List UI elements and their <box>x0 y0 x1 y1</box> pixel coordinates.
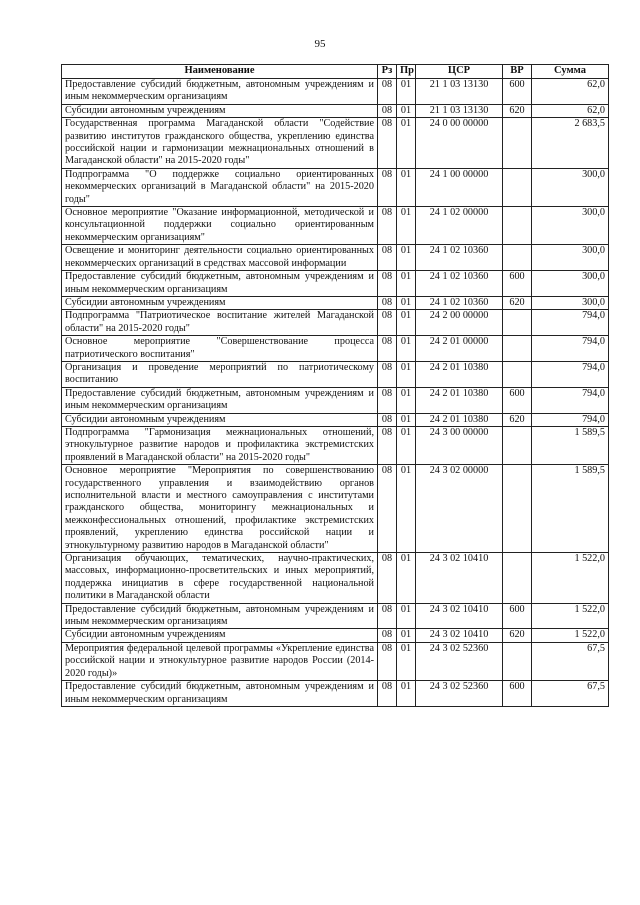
table-row <box>62 603 609 629</box>
cell-sum: 794,0 <box>532 413 609 426</box>
cell-csr: 24 1 02 10360 <box>416 271 503 297</box>
header-rz: Рз <box>378 65 397 79</box>
cell-rz: 08 <box>378 245 397 271</box>
cell-csr: 24 3 00 00000 <box>416 426 503 464</box>
cell-vr: 600 <box>503 681 532 707</box>
table-row <box>62 387 609 413</box>
cell-vr: 620 <box>503 296 532 309</box>
cell-vr <box>503 118 532 169</box>
cell-name: Предоставление субсидий бюджетным, автономным учреждениям и иным некоммерческим организациям <box>62 603 378 629</box>
table-row <box>62 465 609 553</box>
cell-pr: 01 <box>397 245 416 271</box>
cell-csr: 24 1 02 00000 <box>416 207 503 245</box>
cell-rz: 08 <box>378 426 397 464</box>
cell-rz: 08 <box>378 118 397 169</box>
cell-sum: 794,0 <box>532 310 609 336</box>
cell-sum: 2 683,5 <box>532 118 609 169</box>
cell-rz: 08 <box>378 361 397 387</box>
cell-sum: 1 522,0 <box>532 603 609 629</box>
cell-rz: 08 <box>378 168 397 206</box>
cell-name: Основное мероприятие "Мероприятия по совершенствованию государственного управления и взаимодействию органов исполнительной власти и местного самоуправления с институтами гражданского общества, мониторингу межнациональных и межконфессиональных отношений, профилактике экстремистских проявлений, укреплению единства российской нации и этнокультурному развитию народов в Магаданской области" <box>62 465 378 553</box>
table-row <box>62 245 609 271</box>
cell-vr: 620 <box>503 629 532 642</box>
page-number: 95 <box>314 38 326 50</box>
table-row <box>62 413 609 426</box>
cell-name: Субсидии автономным учреждениям <box>62 629 378 642</box>
cell-vr: 600 <box>503 387 532 413</box>
table-header-row <box>62 65 609 79</box>
cell-sum: 1 522,0 <box>532 553 609 604</box>
table-row <box>62 79 609 105</box>
cell-vr: 600 <box>503 79 532 105</box>
cell-csr: 24 3 02 00000 <box>416 465 503 553</box>
cell-rz: 08 <box>378 413 397 426</box>
cell-vr <box>503 553 532 604</box>
cell-vr <box>503 642 532 680</box>
cell-csr: 24 3 02 10410 <box>416 553 503 604</box>
cell-pr: 01 <box>397 681 416 707</box>
cell-csr: 21 1 03 13130 <box>416 104 503 117</box>
table-row <box>62 310 609 336</box>
cell-name: Подпрограмма "О поддержке социально ориентированных некоммерческих организаций в Магаданской области" на 2015-2020 годы" <box>62 168 378 206</box>
cell-csr: 24 2 01 10380 <box>416 413 503 426</box>
cell-rz: 08 <box>378 465 397 553</box>
cell-csr: 24 1 02 10360 <box>416 245 503 271</box>
cell-pr: 01 <box>397 642 416 680</box>
cell-rz: 08 <box>378 603 397 629</box>
cell-vr: 600 <box>503 603 532 629</box>
cell-pr: 01 <box>397 629 416 642</box>
cell-name: Мероприятия федеральной целевой программы «Укрепление единства российской нации и этнокультурное развитие народов России (2014-2020 годы)» <box>62 642 378 680</box>
cell-csr: 24 2 00 00000 <box>416 310 503 336</box>
cell-csr: 24 1 02 10360 <box>416 296 503 309</box>
cell-pr: 01 <box>397 79 416 105</box>
table-row <box>62 336 609 362</box>
header-vr: ВР <box>503 65 532 79</box>
cell-name: Предоставление субсидий бюджетным, автономным учреждениям и иным некоммерческим организациям <box>62 387 378 413</box>
cell-vr <box>503 361 532 387</box>
cell-pr: 01 <box>397 553 416 604</box>
cell-rz: 08 <box>378 104 397 117</box>
cell-pr: 01 <box>397 603 416 629</box>
cell-pr: 01 <box>397 361 416 387</box>
cell-name: Освещение и мониторинг деятельности социально ориентированных некоммерческих организаций в средствах массовой информации <box>62 245 378 271</box>
cell-csr: 24 3 02 52360 <box>416 681 503 707</box>
cell-sum: 794,0 <box>532 361 609 387</box>
table-row <box>62 681 609 707</box>
budget-table <box>61 64 609 707</box>
table-row <box>62 118 609 169</box>
cell-pr: 01 <box>397 118 416 169</box>
cell-pr: 01 <box>397 387 416 413</box>
cell-rz: 08 <box>378 681 397 707</box>
table-row <box>62 271 609 297</box>
cell-sum: 67,5 <box>532 642 609 680</box>
cell-pr: 01 <box>397 336 416 362</box>
table-row <box>62 629 609 642</box>
cell-csr: 24 3 02 10410 <box>416 629 503 642</box>
table-row <box>62 553 609 604</box>
cell-sum: 1 589,5 <box>532 465 609 553</box>
cell-csr: 24 3 02 10410 <box>416 603 503 629</box>
cell-csr: 21 1 03 13130 <box>416 79 503 105</box>
cell-pr: 01 <box>397 271 416 297</box>
cell-vr <box>503 426 532 464</box>
cell-name: Государственная программа Магаданской области "Содействие развитию институтов гражданского общества, укреплению единства российской нации и гармонизации межнациональных отношений в Магаданской области" на 2015-2020 годы" <box>62 118 378 169</box>
cell-pr: 01 <box>397 465 416 553</box>
cell-vr <box>503 168 532 206</box>
cell-vr <box>503 207 532 245</box>
cell-rz: 08 <box>378 296 397 309</box>
cell-name: Организация обучающих, тематических, научно-практических, массовых, информационно-просветительских и иных мероприятий, поддержка инициатив в сфере государственной национальной политики в Магаданской области <box>62 553 378 604</box>
cell-rz: 08 <box>378 271 397 297</box>
cell-name: Субсидии автономным учреждениям <box>62 104 378 117</box>
cell-pr: 01 <box>397 104 416 117</box>
cell-name: Подпрограмма "Гармонизация межнациональных отношений, этнокультурное развитие народов и профилактика экстремистских проявлений в Магаданской области" на 2015-2020 годы" <box>62 426 378 464</box>
cell-pr: 01 <box>397 207 416 245</box>
cell-sum: 67,5 <box>532 681 609 707</box>
cell-sum: 300,0 <box>532 207 609 245</box>
cell-csr: 24 3 02 52360 <box>416 642 503 680</box>
cell-csr: 24 2 01 00000 <box>416 336 503 362</box>
cell-sum: 300,0 <box>532 168 609 206</box>
cell-name: Организация и проведение мероприятий по патриотическому воспитанию <box>62 361 378 387</box>
cell-vr: 600 <box>503 271 532 297</box>
table-row <box>62 207 609 245</box>
cell-pr: 01 <box>397 413 416 426</box>
table-row <box>62 104 609 117</box>
cell-name: Предоставление субсидий бюджетным, автономным учреждениям и иным некоммерческим организациям <box>62 681 378 707</box>
cell-sum: 62,0 <box>532 79 609 105</box>
cell-vr <box>503 245 532 271</box>
cell-rz: 08 <box>378 642 397 680</box>
header-sum: Сумма <box>532 65 609 79</box>
cell-csr: 24 2 01 10380 <box>416 361 503 387</box>
cell-pr: 01 <box>397 310 416 336</box>
cell-rz: 08 <box>378 387 397 413</box>
cell-name: Предоставление субсидий бюджетным, автономным учреждениям и иным некоммерческим организациям <box>62 271 378 297</box>
cell-rz: 08 <box>378 553 397 604</box>
cell-sum: 794,0 <box>532 387 609 413</box>
cell-name: Подпрограмма "Патриотическое воспитание жителей Магаданской области" на 2015-2020 годы" <box>62 310 378 336</box>
cell-name: Основное мероприятие "Совершенствование процесса патриотического воспитания" <box>62 336 378 362</box>
cell-vr <box>503 310 532 336</box>
table-row <box>62 642 609 680</box>
table-row <box>62 168 609 206</box>
table-row <box>62 296 609 309</box>
cell-rz: 08 <box>378 310 397 336</box>
cell-sum: 300,0 <box>532 245 609 271</box>
cell-rz: 08 <box>378 79 397 105</box>
cell-name: Предоставление субсидий бюджетным, автономным учреждениям и иным некоммерческим организациям <box>62 79 378 105</box>
cell-pr: 01 <box>397 426 416 464</box>
cell-sum: 300,0 <box>532 271 609 297</box>
cell-rz: 08 <box>378 207 397 245</box>
cell-name: Субсидии автономным учреждениям <box>62 413 378 426</box>
cell-vr: 620 <box>503 413 532 426</box>
table-row <box>62 426 609 464</box>
cell-vr <box>503 336 532 362</box>
cell-sum: 1 589,5 <box>532 426 609 464</box>
cell-name: Основное мероприятие "Оказание информационной, методической и консультационной поддержки социально ориентированным некоммерческим организациям" <box>62 207 378 245</box>
cell-rz: 08 <box>378 629 397 642</box>
cell-vr: 620 <box>503 104 532 117</box>
header-name: Наименование <box>62 65 378 79</box>
cell-name: Субсидии автономным учреждениям <box>62 296 378 309</box>
header-pr: Пр <box>397 65 416 79</box>
table-row <box>62 361 609 387</box>
cell-rz: 08 <box>378 336 397 362</box>
cell-csr: 24 2 01 10380 <box>416 387 503 413</box>
cell-vr <box>503 465 532 553</box>
cell-pr: 01 <box>397 296 416 309</box>
cell-csr: 24 0 00 00000 <box>416 118 503 169</box>
cell-sum: 794,0 <box>532 336 609 362</box>
cell-pr: 01 <box>397 168 416 206</box>
cell-sum: 1 522,0 <box>532 629 609 642</box>
cell-csr: 24 1 00 00000 <box>416 168 503 206</box>
cell-sum: 62,0 <box>532 104 609 117</box>
cell-sum: 300,0 <box>532 296 609 309</box>
header-csr: ЦСР <box>416 65 503 79</box>
